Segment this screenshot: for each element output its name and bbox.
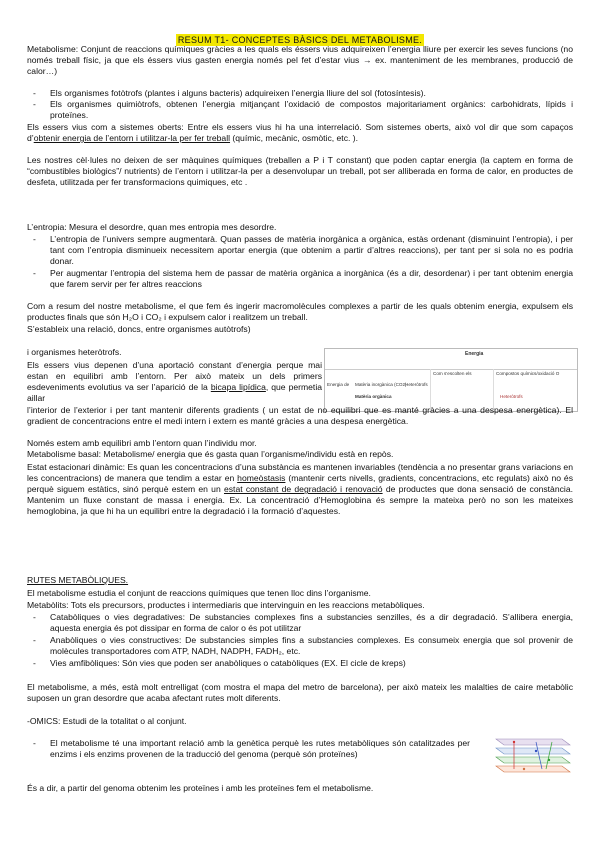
network-paragraph: El metabolisme, a més, està molt entrelligat (com mostra el mapa del metro de barcelona), per això mateix les malalties de caire metabòlic suposen un gran desordre que acaba afectant rutes molt diferents. xyxy=(27,682,573,704)
bullet-phototrophs: Els organismes fotòtrofs (plantes i alguns bacteris) adquireixen l’energia lliure del sol (fotosíntesis). xyxy=(50,88,426,98)
renewal-underlined: estat constant de degradació i renovació xyxy=(223,484,383,495)
figure-divider xyxy=(493,369,494,409)
document-title: RESUM T1- CONCEPTES BÀSICS DEL METABOLISME. xyxy=(177,35,423,45)
steady-text: Estat estacionari dinàmic: Es quan les concentracions d’una substància es mantenen invariables (tendència a no presentar grans variacions en les concentracions) de manera que tendim a estar en xyxy=(27,462,573,484)
figure-row-label: Matèria orgànica xyxy=(355,394,392,399)
relation-line-1: S’estableix una relació, doncs, entre organismes autòtrofs) xyxy=(27,324,251,334)
homeostasis-underlined: homeòstasis xyxy=(237,473,286,484)
omics-layer xyxy=(496,748,570,754)
bullet-dash: - xyxy=(33,738,36,748)
open-systems-paragraph xyxy=(27,122,573,144)
summary-paragraph: Com a resum del nostre metabolisme, el que fem és ingerir macromolècules complexes a partir de les quals obtenim energia, expulsem els productes finals que són H₂O i CO₂ i expulsem calor i realitzem un treball. xyxy=(27,301,573,323)
omics-node xyxy=(535,750,537,752)
bullet-amphibolic: Vies amfibòliques: Són vies que poden ser anabòliques o catabòliques (EX. El cicle de kreps) xyxy=(50,658,406,668)
steady-text-mid: (mantenir certs nivells, gradients, concentracions, etc regulats) això no és perquè siguem estàtics, sinó perquè estem en un xyxy=(27,473,573,495)
bullet-dash: - xyxy=(33,635,36,645)
omics-layer xyxy=(496,766,570,772)
routes-intro: El metabolisme estudia el conjunt de reaccions químiques que tenen lloc dins l’organisme. xyxy=(27,588,371,598)
figure-cell: Heteròtrofs xyxy=(500,394,523,399)
bullet-dash: - xyxy=(33,612,36,622)
energy-table-figure xyxy=(324,348,578,412)
bilayer-underlined: bicapa lipídica xyxy=(210,382,266,393)
omics-node xyxy=(548,759,550,761)
figure-divider xyxy=(325,369,577,370)
figure-cell: Heteròtrofs xyxy=(405,382,428,387)
figure-row-label: Matèria inorgànica (CO2) xyxy=(355,382,407,387)
figure-col-2: Compostos químics/oxidació O xyxy=(496,371,560,376)
open-systems-underlined: obtenir energia de l’entorn i utilitzar-la per fer treball xyxy=(33,133,231,144)
metabolites-paragraph: Metabòlits: Tots els precursors, productes i intermediaris que intervinguin en les reaccions metabòliques. xyxy=(27,600,425,610)
bullet-catabolic: Catabòliques o vies degradatives: De substancies complexes fins a substancies senzilles, és a dir degradació. S’allibera energia, aquesta energia és pot dissipar en forma de calor o és pot utilitzar xyxy=(50,612,573,634)
bullet-dash: - xyxy=(33,99,36,109)
omics-node xyxy=(513,741,515,743)
figure-divider xyxy=(430,369,431,409)
open-systems-text-end: (químic, mecànic, osmòtic, etc. ). xyxy=(230,133,359,144)
death-paragraph: Només estem amb equilibri amb l’entorn quan l’individu mor. xyxy=(27,438,257,448)
dependence-text: Els essers vius depenen d’una aportació constant d’energia perque mai estan en equilibri amb l’entorn. Per això mateix un dels primers esdeveniments evolutius va ser l’aparició de la xyxy=(27,360,322,393)
bullet-entropy-universe: L’entropia de l’univers sempre augmentarà. Quan passes de matèria inorgànica a orgànica, estàs ordenant (disminuint l’entropia), i per tant com l’entropia disminueix necessitem aportar energia (que obtenim a partir d’altres reaccions), per tant per si sola no es podria donar. xyxy=(50,234,573,267)
omics-layer xyxy=(496,739,570,745)
bullet-anabolic: Anabòliques o vies constructives: De substancies simples fins a substancies complexes. Es consumeix energia que sol provenir de molècules transportadores com ATP, NADH, NADPH, FADH₂, etc. xyxy=(50,635,573,657)
bullet-chemotrophs: Els organismes quimiòtrofs, obtenen l’energia mitjançant l’oxidació de compostos majoritariament orgànics: carbohidrats, lípids i proteïnes. xyxy=(50,99,573,121)
relation-line-2: i organismes heteròtrofs. xyxy=(27,347,122,357)
open-systems-text: Els essers vius com a sistemes oberts: Entre els essers vius hi ha una interrelació. Som sistemes oberts, això vol dir que som capaços d’ xyxy=(27,122,573,144)
bullet-dash: - xyxy=(33,234,36,244)
steady-state-paragraph xyxy=(27,462,573,517)
dependence-text-end: , que permetia aillar xyxy=(27,382,323,404)
cells-paragraph: Les nostres cèl·lules no deixen de ser màquines químiques (treballen a P i T constant) que poden captar energia (la captem en forma de “combustibles biològics”/ nutrients) de l’entorn i utilitzar-la per a desenvolupar un treball, pot ser alliberada en forma de calor, en productes de desfeta, utilitzada per fer transformacions quimiques, etc . xyxy=(27,155,573,188)
bullet-entropy-increase: Per augmentar l’entropia del sistema hem de passar de matèria orgànica a inorgànica (és a dir, desordenar) i per tant obtenim energia que farem servir per fer altres reaccions xyxy=(50,268,573,290)
omics-link xyxy=(546,742,552,769)
gradient-paragraph: l’interior de l’exterior i per tant mantenir diferents gradients ( un estat de no equilibri que es manté gràcies a una despesa energètica). El gradient de concentracions entre el medi intern i extern es manté gràcies a una despesa energètica. xyxy=(27,405,573,427)
bullet-genetics: El metabolisme té una important relació amb la genètica perquè les rutes metabòliques són catalitzades per enzims i els enzims provenen de la traducció del genoma (perquè són proteïnes) xyxy=(50,738,470,760)
bullet-dash: - xyxy=(33,268,36,278)
steady-text-end: de productes que dona sensació de constància. Mantenim un fluxe constant de massa i energia. Ex. La concentració d’Hemoglobina és sempre la mateixa però no son les mateixes hemoglobina, ja que hi ha un equilibri entre la degradació i la formació d’aquestes. xyxy=(27,484,573,517)
bullet-dash: - xyxy=(33,88,36,98)
basal-paragraph: Metabolisme basal: Metabolisme/ energia que és gasta quan l’organisme/individu està en repòs. xyxy=(27,449,394,459)
routes-heading: RUTES METABÒLIQUES. xyxy=(27,575,129,585)
omics-paragraph: -OMICS: Estudi de la totalitat o al conjunt. xyxy=(27,716,187,726)
entropy-paragraph: L’entropia: Mesura el desordre, quan mes entropia mes desordre. xyxy=(27,222,277,232)
omics-layers-illustration xyxy=(484,735,574,775)
figure-header: Energia xyxy=(465,351,484,357)
figure-row-label: Energia de xyxy=(327,382,350,387)
figure-col-1: Com s’escolten els xyxy=(433,371,472,376)
omics-link xyxy=(536,742,542,769)
dependence-paragraph xyxy=(27,360,322,404)
omics-layer xyxy=(496,757,570,763)
omics-node xyxy=(523,768,525,770)
intro-paragraph: Metabolisme: Conjunt de reaccions químiques gràcies a les quals els éssers vius adquireixen l’energia lliure per exercir les seves funcions (no només treball físic, ja que els éssers vius gasten energia només pel fet d’estar vius → ex. manteniment de les membranes, producció de calor…) xyxy=(27,44,573,77)
final-paragraph: És a dir, a partir del genoma obtenim les proteïnes i amb les proteïnes fem el metabolisme. xyxy=(27,783,374,793)
bullet-dash: - xyxy=(33,658,36,668)
